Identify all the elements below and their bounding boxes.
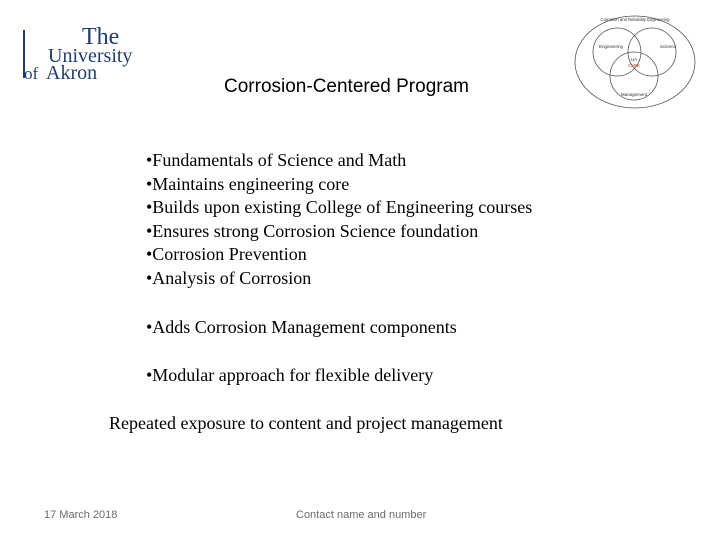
footer-contact: Contact name and number xyxy=(296,509,427,521)
logo-line-of: of xyxy=(24,64,39,82)
logo-line-university: University xyxy=(48,45,133,67)
bullet-item: •Fundamentals of Science and Math xyxy=(146,150,407,170)
university-logo-art xyxy=(22,22,158,82)
venn-center-core: CoRE xyxy=(627,63,641,68)
venn-diagram xyxy=(572,10,698,112)
bullet-item: •Builds upon existing College of Engineering courses xyxy=(146,197,533,218)
venn-engineering-label: Engineering xyxy=(599,44,624,49)
venn-management-label: Management xyxy=(620,92,648,97)
slide-title: Corrosion-Centered Program xyxy=(224,76,469,97)
bullet-management: •Adds Corrosion Management components xyxy=(146,317,457,337)
bullet-list xyxy=(146,149,532,291)
logo-line-the: The xyxy=(82,24,120,50)
venn-science-label: Science xyxy=(660,44,677,49)
bullet-item: •Corrosion Prevention xyxy=(146,244,307,265)
footer-date: 17 March 2018 xyxy=(44,509,118,521)
venn-center-ua: UA xyxy=(630,57,638,62)
bullet-modular: •Modular approach for flexible delivery xyxy=(146,365,434,385)
summary-statement: Repeated exposure to content and project management xyxy=(109,413,503,433)
university-logo xyxy=(22,22,158,82)
logo-line-akron: Akron xyxy=(46,62,98,82)
bullet-item: •Analysis of Corrosion xyxy=(146,267,312,288)
venn-diagram-art xyxy=(572,10,698,112)
bullet-item: •Ensures strong Corrosion Science foundation xyxy=(146,220,479,241)
bullet-item: •Maintains engineering core xyxy=(146,173,350,194)
venn-top-label: Corrosion and Reliability Engineering xyxy=(600,17,670,22)
